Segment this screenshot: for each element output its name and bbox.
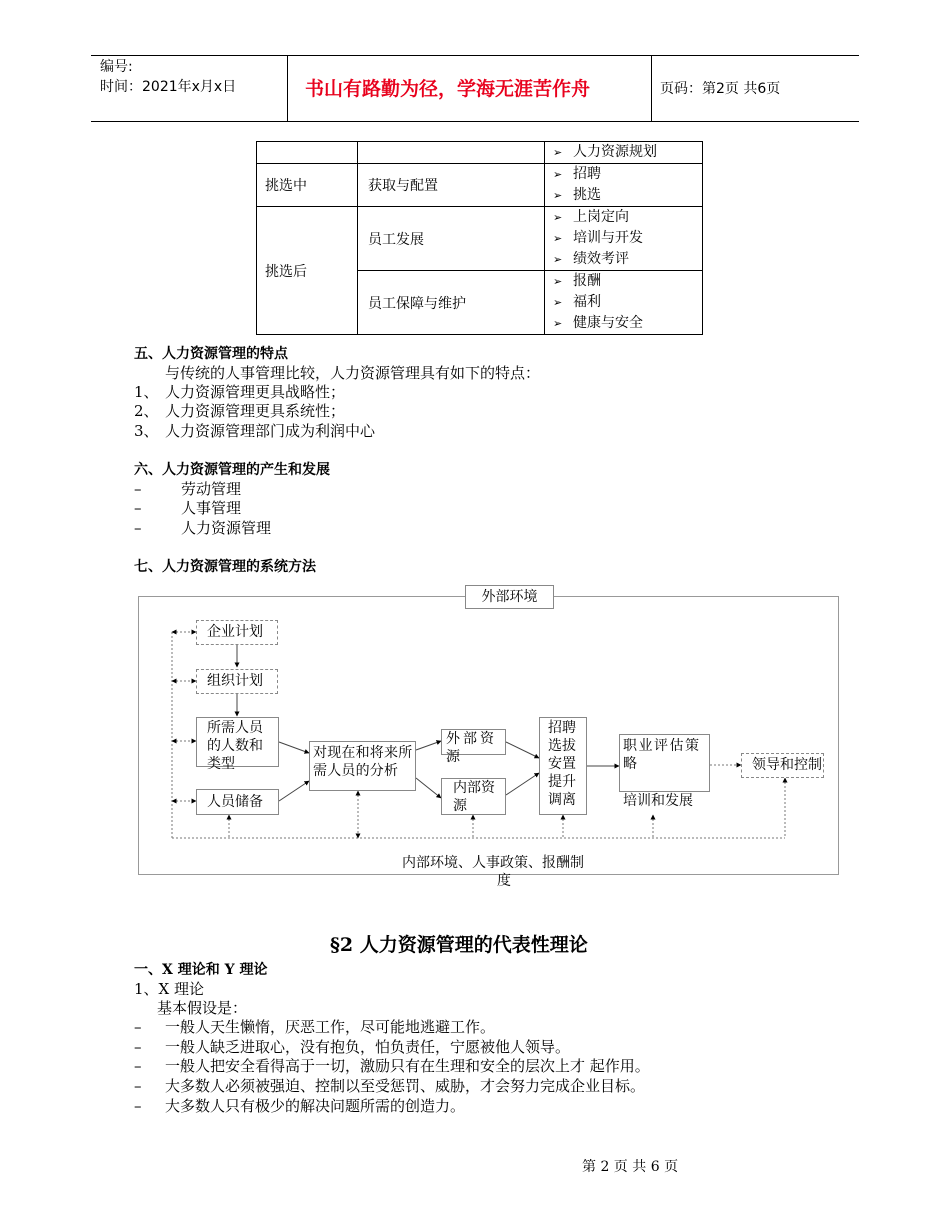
section6-heading: 六、人力资源管理的产生和发展 <box>134 462 330 478</box>
arrow-bullet-icon: ➢ <box>553 168 563 181</box>
section6-item-3: 人力资源管理 <box>181 519 272 537</box>
recruit-box: 招聘选拔安置提升调离 <box>539 717 587 815</box>
dash-bullet: – <box>134 480 142 498</box>
arrow-bullet-icon: ➢ <box>553 146 563 159</box>
external-resources-box: 外部资源 <box>441 729 506 755</box>
analysis-box: 对现在和将来所需人员的分析 <box>309 741 416 791</box>
x-theory-label: 1、X 理论 <box>134 980 204 998</box>
enterprise-plan-box: 企业计划 <box>196 620 278 645</box>
section5-num-3: 3、 <box>134 422 159 440</box>
list-item: ➢ 上岗定向 <box>553 207 702 228</box>
table-cell: 员工发展 <box>358 207 545 271</box>
dash-bullet: – <box>134 1038 142 1056</box>
assumption-item-3: 一般人把安全看得高于一切，激励只有在生理和安全的层次上才 起作用。 <box>165 1057 650 1075</box>
theory-heading: 一、X 理论和 Y 理论 <box>134 962 268 978</box>
document-number-label: 编号: <box>100 59 133 75</box>
section5-num-2: 2、 <box>134 402 159 420</box>
dash-bullet: – <box>134 1077 142 1095</box>
assumption-item-1: 一般人天生懒惰，厌恶工作，尽可能地逃避工作。 <box>165 1018 496 1036</box>
leadership-box: 领导和控制 <box>741 753 824 778</box>
arrow-bullet-icon: ➢ <box>553 317 563 330</box>
assumption-intro: 基本假设是： <box>157 999 248 1017</box>
section5-item-2: 人力资源管理更具系统性； <box>165 402 346 420</box>
list-item: ➢ 挑选 <box>553 185 702 206</box>
section5-item-1: 人力资源管理更具战略性； <box>165 383 346 401</box>
internal-environment-label: 内部环境、人事政策、报酬制 <box>402 855 584 871</box>
arrow-bullet-icon: ➢ <box>553 296 563 309</box>
dash-bullet: – <box>134 1097 142 1115</box>
table-cell: 挑选中 <box>257 164 358 207</box>
section5-item-3: 人力资源管理部门成为利润中心 <box>165 422 376 440</box>
org-plan-box: 组织计划 <box>196 669 278 694</box>
dash-bullet: – <box>134 519 142 537</box>
list-item: ➢ 培训与开发 <box>553 228 702 249</box>
career-strategy-box: 职业评估策略 <box>619 734 710 792</box>
section6-item-2: 人事管理 <box>181 499 242 517</box>
section6-item-1: 劳动管理 <box>181 480 242 498</box>
external-environment-label: 外部环境 <box>465 585 554 609</box>
section5-num-1: 1、 <box>134 383 159 401</box>
dash-bullet: – <box>134 1018 142 1036</box>
assumption-item-2: 一般人缺乏进取心，没有抱负，怕负责任，宁愿被他人领导。 <box>165 1038 571 1056</box>
dash-bullet: – <box>134 1057 142 1075</box>
internal-resources-box: 内部资源 <box>441 778 506 815</box>
arrow-bullet-icon: ➢ <box>553 211 563 224</box>
table-cell: 员工保障与维护 <box>358 271 545 335</box>
arrow-bullet-icon: ➢ <box>553 275 563 288</box>
section5-intro: 与传统的人事管理比较，人力资源管理具有如下的特点： <box>165 364 541 382</box>
list-item: ➢ 招聘 <box>553 164 702 185</box>
flow-arrow <box>416 741 441 750</box>
flow-arrow <box>506 773 539 795</box>
page-footer: 第 2 页 共 6 页 <box>582 1159 679 1175</box>
table-cell: 获取与配置 <box>358 164 545 207</box>
list-item: ➢ 报酬 <box>553 271 702 292</box>
required-staff-box: 所需人员的人数和类型 <box>196 717 279 767</box>
list-item: ➢ 福利 <box>553 292 702 313</box>
flow-arrow <box>506 742 539 758</box>
section5-heading: 五、人力资源管理的特点 <box>134 346 288 362</box>
list-item: ➢ 绩效考评 <box>553 249 702 270</box>
chapter-title: §2 人力资源管理的代表性理论 <box>330 934 588 956</box>
internal-environment-label-cont: 度 <box>497 873 511 889</box>
arrow-bullet-icon: ➢ <box>553 232 563 245</box>
document-time-label: 时间：2021年x月x日 <box>100 79 237 95</box>
section7-heading: 七、人力资源管理的系统方法 <box>134 559 316 575</box>
dash-bullet: – <box>134 499 142 517</box>
table-cell: 挑选后 <box>257 207 358 335</box>
header-motto: 书山有路勤为径，学海无涯苦作舟 <box>305 78 591 100</box>
assumption-item-4: 大多数人必须被强迫、控制以至受惩罚、威胁，才会努力完成企业目标。 <box>165 1077 646 1095</box>
page-info: 页码：第2页 共6页 <box>660 81 781 97</box>
list-item: ➢ 人力资源规划 <box>553 142 702 163</box>
flow-arrow <box>279 781 309 801</box>
staff-reserve-box: 人员储备 <box>196 789 279 815</box>
assumption-item-5: 大多数人只有极少的解决问题所需的创造力。 <box>165 1097 466 1115</box>
flow-arrow <box>416 778 441 798</box>
arrow-bullet-icon: ➢ <box>553 189 563 202</box>
list-item: ➢ 健康与安全 <box>553 313 702 334</box>
training-label: 培训和发展 <box>623 793 693 809</box>
arrow-bullet-icon: ➢ <box>553 253 563 266</box>
flow-arrow <box>279 742 309 753</box>
